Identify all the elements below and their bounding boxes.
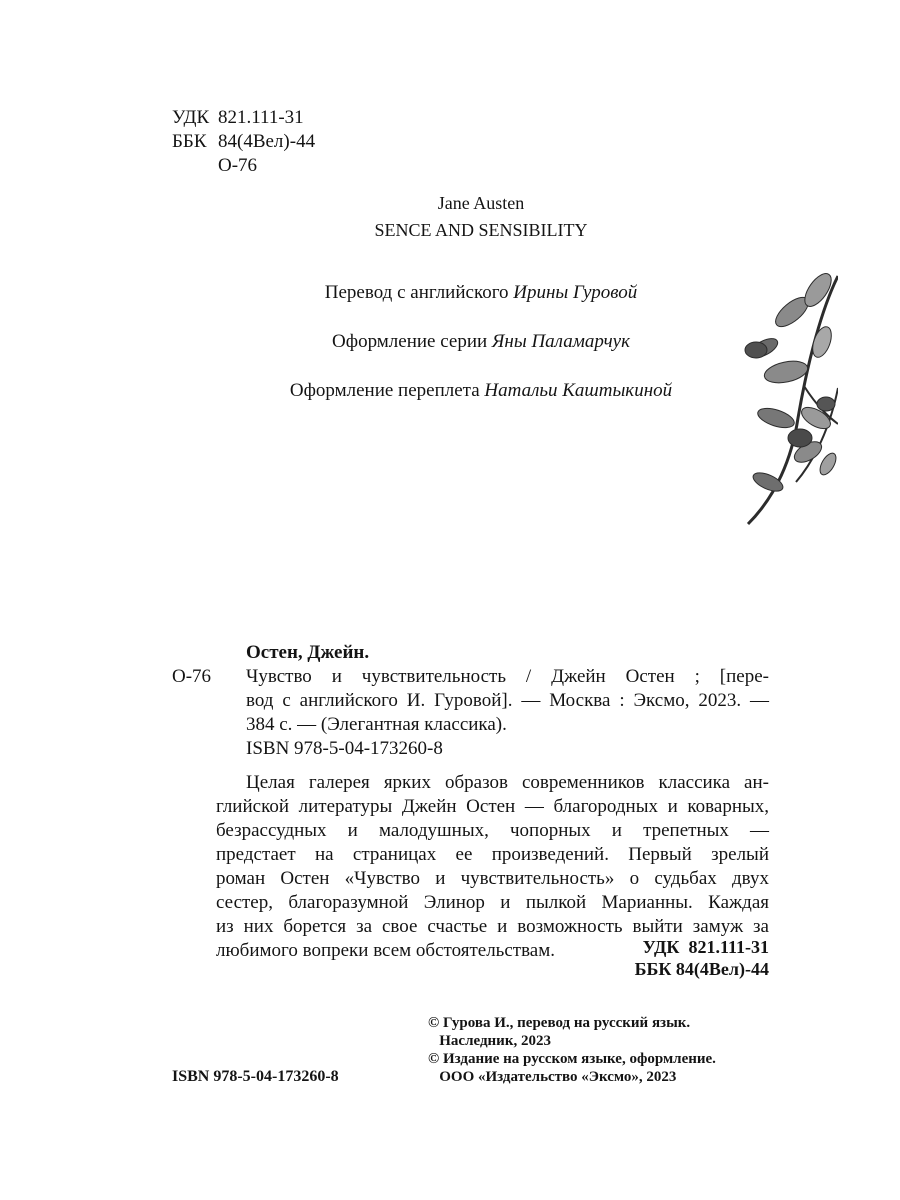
- catalog-mark: О-76: [172, 666, 212, 687]
- original-author: Jane Austen: [437, 193, 525, 213]
- copyright-line: Наследник, 2023: [428, 1033, 551, 1049]
- credit-name: Натальи Каштыкиной: [484, 380, 673, 401]
- credit-series-design: [231, 330, 731, 354]
- annotation-line: роман Остен «Чувство и чувствительность» о судьбах двух: [216, 868, 769, 889]
- footer-isbn: ISBN 978-5-04-173260-8: [172, 1068, 339, 1085]
- credit-cover-design: [231, 379, 731, 403]
- annotation-line: Целая галерея ярких образов современников классика ан-: [246, 772, 769, 793]
- copyright-line: © Гурова И., перевод на русский язык.: [428, 1015, 691, 1031]
- annotation-line: любимого вопреки всем обстоятельствам.: [216, 940, 556, 961]
- udk-label: УДК: [172, 107, 210, 128]
- description-line: 384 с. — (Элегантная классика).: [246, 714, 507, 735]
- card-bbk: ББК 84(4Вел)-44: [634, 959, 769, 979]
- card-udk: УДК 821.111-31: [642, 937, 769, 957]
- copyright-block: [428, 1014, 716, 1086]
- catalog-heading: Остен, Джейн.: [246, 642, 370, 663]
- copyright-line: © Издание на русском языке, оформление.: [428, 1051, 716, 1067]
- description-line: вод с английского И. Гуровой]. — Москва : Эксмо, 2023. —: [246, 690, 769, 711]
- bbk-label: ББК: [172, 131, 207, 152]
- annotation-line: глийской литературы Джейн Остен — благородных и коварных,: [216, 796, 769, 817]
- credit-role: Перевод с английского: [324, 282, 509, 303]
- bbk-row: [172, 130, 315, 154]
- annotation-line: безрассудных и малодушных, чопорных и трепетных —: [216, 820, 769, 841]
- credit-role: Оформление серии: [332, 331, 488, 352]
- credit-name: Яны Паламарчук: [491, 331, 630, 352]
- author-mark-row: [172, 154, 315, 178]
- credit-role: Оформление переплета: [289, 380, 480, 401]
- annotation: [216, 771, 769, 963]
- annotation-line: из них борется за свое счастье и возможность выйти замуж за: [216, 916, 769, 937]
- catalog-isbn: ISBN 978-5-04-173260-8: [246, 738, 443, 759]
- annotation-line: предстает на страницах ее произведений. Первый зрелый: [216, 844, 769, 865]
- rose-branch-illustration: [738, 268, 838, 530]
- credit-name: Ирины Гуровой: [513, 282, 638, 303]
- header-codes: [172, 106, 315, 178]
- original-title: SENCE AND SENSIBILITY: [374, 220, 588, 240]
- udk-row: [172, 106, 315, 130]
- author-mark: О-76: [218, 155, 258, 176]
- udk-value: 821.111-31: [218, 107, 304, 128]
- bbk-value: 84(4Вел)-44: [218, 131, 316, 152]
- annotation-line: сестер, благоразумной Элинор и пылкой Марианны. Каждая: [216, 892, 769, 913]
- catalog-description: [246, 665, 769, 737]
- credit-translator: [231, 281, 731, 305]
- description-line: Чувство и чувствительность / Джейн Остен ; [пере-: [246, 666, 769, 687]
- copyright-line: ООО «Издательство «Эксмо», 2023: [428, 1069, 677, 1085]
